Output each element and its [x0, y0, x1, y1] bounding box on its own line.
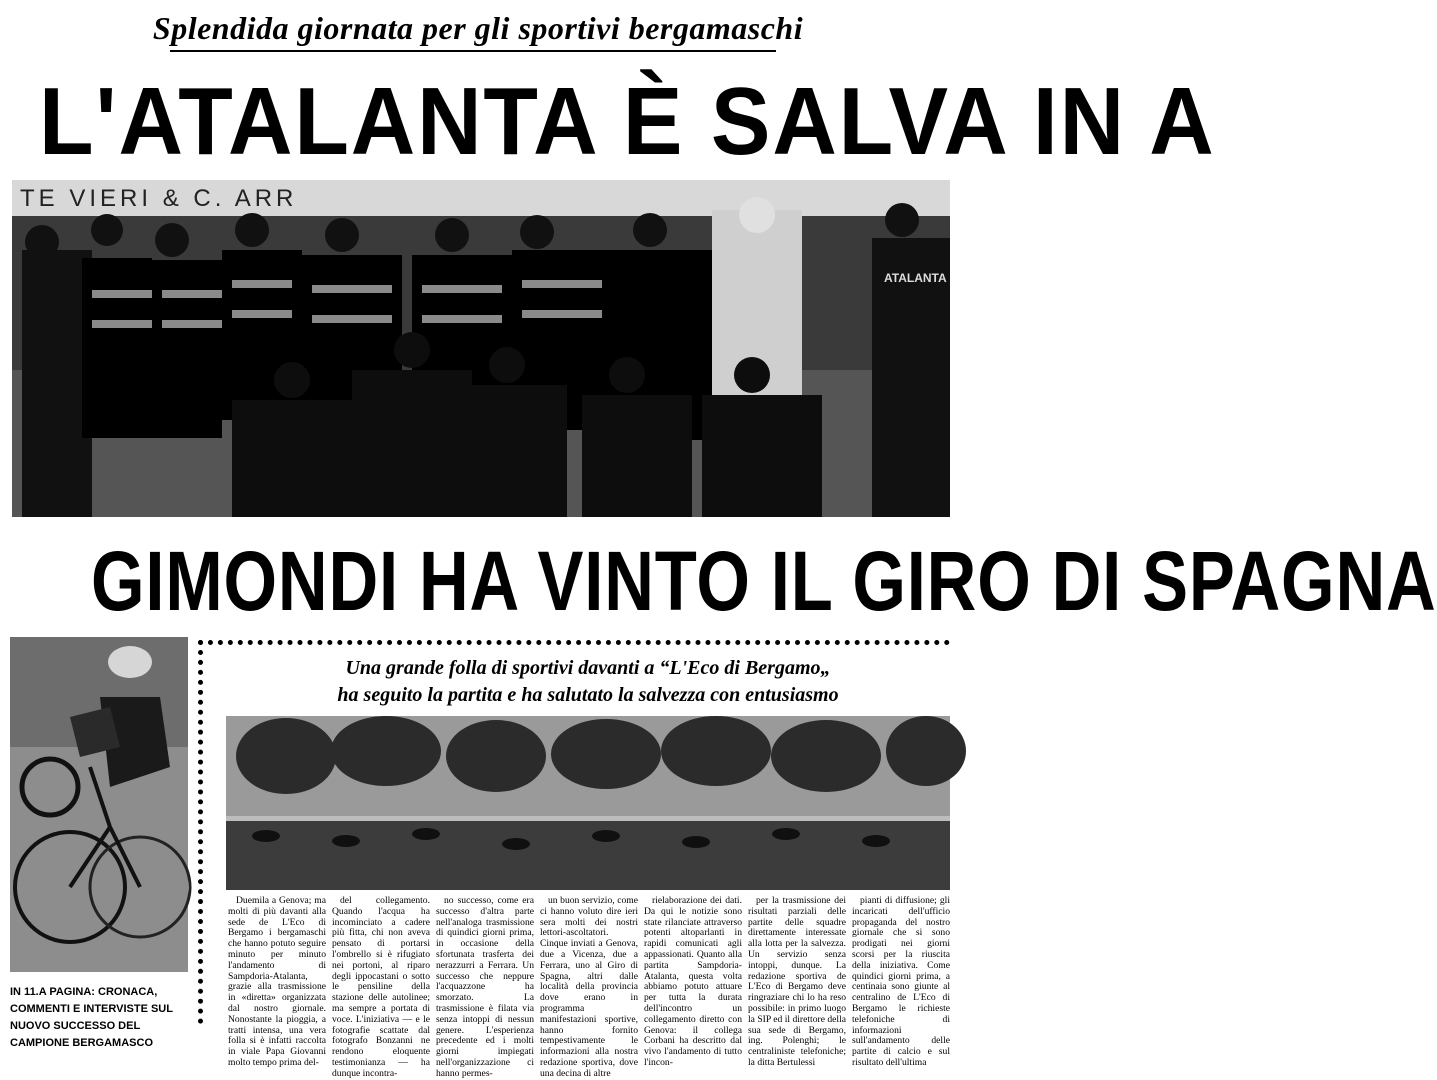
article-column-7: pianti di diffusione; gli incaricati dell'ufficio propaganda del nostro giornale che si sono prodigati nei giorni scorsi per la riuscita della iniziativa. Come quindici giorni prima, a centinaia sono giunte al centralino de L'Eco di Bergamo le richieste telefoniche di informazioni sull'andamento delle partite di calcio e sul risultato dell'ultima — [852, 895, 950, 1068]
article-columns — [228, 895, 950, 1079]
photo-caption: IN 11.A PAGINA: CRONACA, COMMENTI E INTERVISTE SUL NUOVO SUCCESSO DEL CAMPIONE BERGAMASCO — [10, 986, 173, 1049]
crowd-photo — [226, 716, 950, 890]
crowd-illustration — [226, 716, 950, 890]
article-column-6: per la trasmissione dei risultati parziali delle partite delle squadre direttamente interessate alla lotta per la salvezza. Un servizio senza intoppi, dunque. La redazione sportiva de L'Eco di Bergamo deve ringraziare chi lo ha reso possibile: in primo luogo la SIP ed il direttore della sua sede di Bergamo, ing. Polenghi; le centraliniste telefoniche; la ditta Bertulessi — [748, 895, 846, 1068]
gimondi-cyclist-photo — [10, 637, 188, 972]
article-column-4: un buon servizio, come ci hanno voluto dire ieri sera molti dei nostri lettori-ascoltatori. Cinque inviati a Genova, due a Vicenza, due a Ferrara, uno al Giro di Spagna, altri dalle località della provincia dove erano in programma manifestazioni sportive, hanno fornito tempestivamente le informazioni alla nostra redazione sportiva, dove una decina di altre — [540, 895, 638, 1079]
subheadline-line-2: ha seguito la partita e ha salutato la salvezza con entusiasmo — [337, 684, 839, 706]
dotted-border-top — [198, 640, 950, 645]
headline-atalanta: L'ATALANTA È SALVA IN A — [39, 68, 1216, 175]
article-column-3: no successo, come era successo d'altra parte nell'analoga trasmissione di quindici giorni prima, in occasione della sfortunata trasferta dei nerazzurri a Ferrara. Un successo che neppure l'acquazzone ha smorzato. La trasmissione è filata via senza intoppi di nessun genere. L'esperienza precedente ed i molti giorni impiegati nell'organizzazione ci hanno permes- — [436, 895, 534, 1079]
team-photo-illustration — [12, 180, 950, 517]
article-column-1: Duemila a Genova; ma molti di più davanti alla sede de L'Eco di Bergamo i bergamaschi che hanno potuto seguire minuto per minuto l'andamento di Sampdoria-Atalanta, grazie alla trasmissione in «diretta» organizzata dal nostro giornale. Nonostante la pioggia, a tratti intensa, una vera folla si è infatti raccolta in viale Papa Giovanni molto tempo prima del- — [228, 895, 326, 1068]
banner-text: TE VIERI & C. ARR — [20, 185, 298, 212]
headline-gimondi: GIMONDI HA VINTO IL GIRO DI SPAGNA — [90, 534, 1437, 628]
article-column-2: del collegamento. Quando l'acqua ha incominciato a cadere più fitta, chi non aveva pensato di portarsi l'ombrello si è rifugiato nei portoni, al riparo degli ippocastani o sotto le pensiline della stazione delle autolinee; ma sempre a portata di voce. L'iniziativa — e le fotografie scattate dal fotografo Bonzanni ne rendono eloquente testimonianza — ha dunque incontra- — [332, 895, 430, 1079]
kicker-rule — [170, 50, 776, 52]
cyclist-illustration — [10, 637, 188, 972]
team-photo — [12, 180, 950, 517]
kicker-headline: Splendida giornata per gli sportivi bergamaschi — [152, 10, 804, 46]
article-column-5: rielaborazione dei dati. Da qui le notizie sono state rilanciate attraverso potenti altoparlanti in rapidi comunicati agli appassionati. Quanto alla partita Sampdoria-Atalanta, questa volta abbiamo potuto attuare per tutta la durata dell'incontro un collegamento diretto con Genova: il collega Corbani ha descritto dal vivo l'andamento di tutto l'incon- — [644, 895, 742, 1068]
subheadline — [228, 655, 948, 709]
jersey-lettering: ATALANTA — [884, 271, 947, 285]
subheadline-line-1: Una grande folla di sportivi davanti a “L'Eco di Bergamo„ — [345, 657, 831, 679]
dotted-border-left — [198, 640, 203, 1024]
